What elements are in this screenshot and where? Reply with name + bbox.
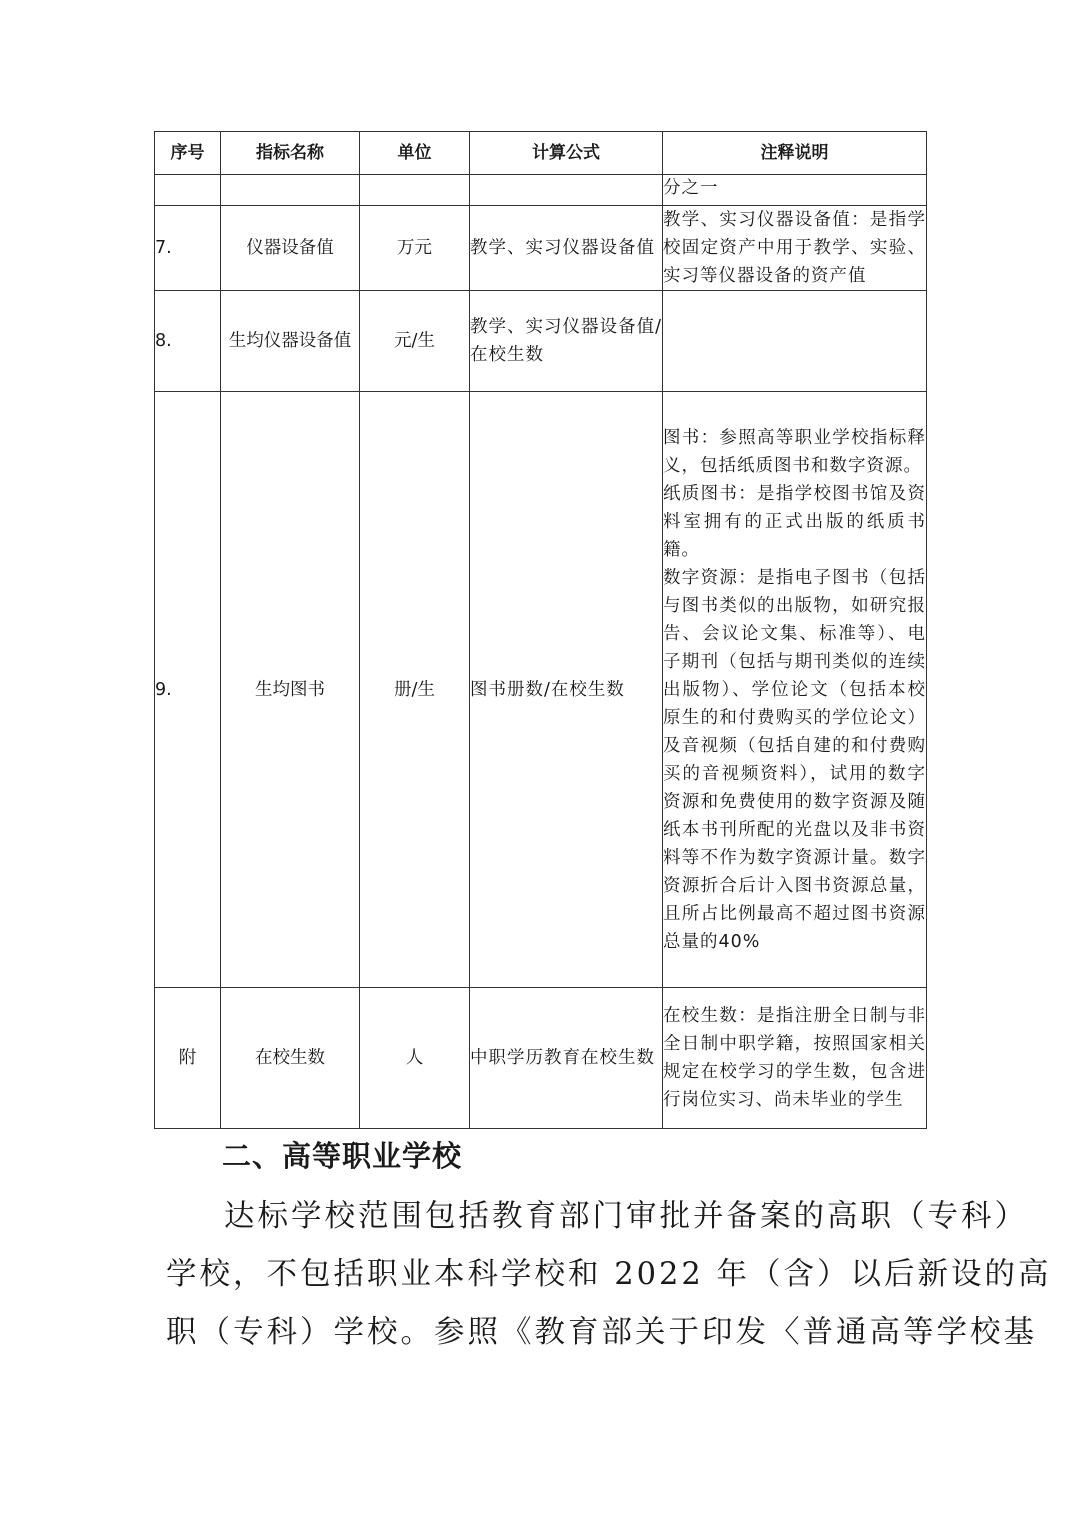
- row-seq: 9.: [155, 392, 221, 988]
- row-seq: 8.: [155, 291, 221, 392]
- header-unit: 单位: [360, 132, 470, 175]
- paragraph-line: 学校，不包括职业本科学校和 2022 年（含）以后新设的高: [166, 1257, 1052, 1292]
- row-name: 生均图书: [221, 392, 360, 988]
- row-note: [663, 175, 927, 206]
- row-seq: 7.: [155, 206, 221, 291]
- note-paragraph: 图书：参照高等职业学校指标释义，包括纸质图书和数字资源。: [663, 427, 926, 476]
- paragraph-line: 达标学校范围包括教育部门审批并备案的高职（专科）: [224, 1199, 1028, 1234]
- header-note: 注释说明: [663, 132, 927, 175]
- header-formula: 计算公式: [470, 132, 663, 175]
- row-formula: 教学、实习仪器设备值/在校生数: [470, 291, 663, 392]
- note-paragraph: 在校生数：是指注册全日制与非全日制中职学籍，按照国家相关规定在校学习的学生数，包含进行岗位实习、尚未毕业的学生: [663, 1006, 926, 1110]
- row-note: [663, 392, 927, 988]
- row-note: [663, 291, 927, 392]
- row-seq: 附: [155, 988, 221, 1129]
- row-formula: 图书册数/在校生数: [470, 392, 663, 988]
- row-unit: [360, 175, 470, 206]
- paragraph-line: 职（专科）学校。参照《教育部关于印发〈普通高等学校基: [166, 1315, 1037, 1350]
- section-paragraph: [166, 1188, 1052, 1362]
- row-name: 生均仪器设备值: [221, 291, 360, 392]
- row-note: [663, 988, 927, 1129]
- table-row: [155, 206, 927, 291]
- row-name: [221, 175, 360, 206]
- row-unit: 万元: [360, 206, 470, 291]
- note-paragraph: 数字资源：是指电子图书（包括与图书类似的出版物，如研究报告、会议论文集、标准等）、电子期刊（包括与期刊类似的连续出版物）、学位论文（包括本校原生的和付费购买的学位论文）及音视频（包括自建的和付费购买的音视频资料），试用的数字资源和免费使用的数字资源及随纸本书刊所配的光盘以及非书资料等不作为数字资源计量。数字资源折合后计入图书资源总量，且所占比例最高不超过图书资源总量的40%: [663, 567, 926, 952]
- table-row: [155, 392, 927, 988]
- row-seq: [155, 175, 221, 206]
- table-row: [155, 988, 927, 1129]
- row-name: 在校生数: [221, 988, 360, 1129]
- row-formula: [470, 175, 663, 206]
- table-row: [155, 175, 927, 206]
- header-name: 指标名称: [221, 132, 360, 175]
- section-title: 二、高等职业学校: [222, 1139, 463, 1173]
- row-unit: 元/生: [360, 291, 470, 392]
- header-seq: 序号: [155, 132, 221, 175]
- row-note: [663, 206, 927, 291]
- note-paragraph: 教学、实习仪器设备值：是指学校固定资产中用于教学、实验、实习等仪器设备的资产值: [663, 210, 926, 286]
- row-formula: 中职学历教育在校生数: [470, 988, 663, 1129]
- row-name: 仪器设备值: [221, 206, 360, 291]
- note-paragraph: 纸质图书：是指学校图书馆及资料室拥有的正式出版的纸质书籍。: [663, 483, 926, 560]
- note-paragraph: 分之一: [663, 178, 719, 198]
- table-row: [155, 291, 927, 392]
- indicator-table: [154, 131, 927, 1129]
- row-unit: 人: [360, 988, 470, 1129]
- row-unit: 册/生: [360, 392, 470, 988]
- table-header-row: [155, 132, 927, 175]
- row-formula: 教学、实习仪器设备值: [470, 206, 663, 291]
